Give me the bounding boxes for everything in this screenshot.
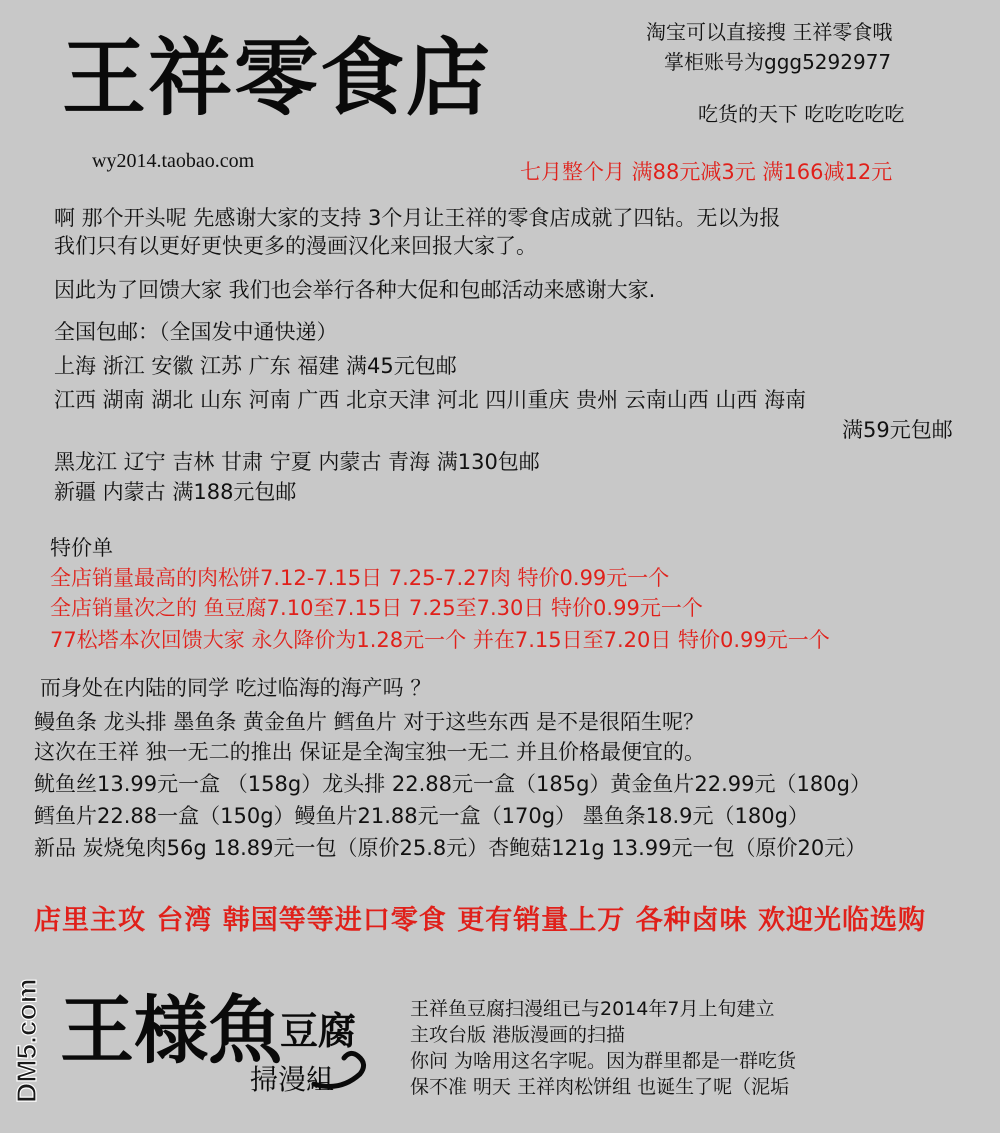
account-note: 掌柜账号为ggg5292977 [664, 50, 892, 74]
specials-heading: 特价单 [50, 536, 113, 560]
logo-sub-text: 掃漫組 [250, 1063, 335, 1096]
intro-line-2: 我们只有以更好更快更多的漫画汉化来回报大家了。 [54, 234, 537, 258]
shipping-line-4: 新疆 内蒙古 满188元包邮 [54, 480, 297, 504]
seafood-line-4: 鳕鱼片22.88一盒（150g）鳗鱼片21.88元一盒（170g） 墨鱼条18.9元（180g） [34, 804, 809, 828]
promo-text: 七月整个月 满88元减3元 满166减12元 [520, 160, 893, 184]
group-info-line-1: 王祥鱼豆腐扫漫组已与2014年7月上旬建立 [410, 998, 775, 1020]
shipping-line-3: 黑龙江 辽宁 吉林 甘肃 宁夏 内蒙古 青海 满130包邮 [54, 450, 540, 474]
shipping-line-2: 江西 湖南 湖北 山东 河南 广西 北京天津 河北 四川重庆 贵州 云南山西 山西 海南 [54, 388, 807, 412]
scanlation-logo [60, 988, 370, 1102]
seafood-line-5: 新品 炭烧兔肉56g 18.89元一包（原价25.8元）杏鲍菇121g 13.99元一包（原价20元） [34, 836, 867, 860]
group-info-line-2: 主攻台版 港版漫画的扫描 [410, 1024, 626, 1046]
shipping-heading: 全国包邮：（全国发中通快递） [54, 320, 338, 344]
seafood-line-2: 这次在王祥 独一无二的推出 保证是全淘宝独一无二 并且价格最便宜的。 [34, 740, 706, 764]
dm5-watermark-text: DM5.com [11, 978, 42, 1103]
special-item-3: 77松塔本次回馈大家 永久降价为1.28元一个 并在7.15日至7.20日 特价0.99元一个 [50, 628, 830, 652]
seafood-line-3: 鱿鱼丝13.99元一盒 （158g）龙头排 22.88元一盒（185g）黄金鱼片22.99元（180g） [34, 772, 871, 796]
intro-line-1: 啊 那个开头呢 先感谢大家的支持 3个月让王祥的零食店成就了四钻。无以为报 [54, 206, 781, 230]
group-info-line-3: 你问 为啥用这名字呢。因为群里都是一群吃货 [410, 1050, 797, 1072]
shipping-line-2-cont: 满59元包邮 [842, 418, 953, 442]
taobao-search-note: 淘宝可以直接搜 王祥零食哦 [646, 20, 893, 44]
shipping-line-1: 上海 浙江 安徽 江苏 广东 福建 满45元包邮 [54, 354, 457, 378]
shop-url: wy2014.taobao.com [92, 150, 255, 172]
seafood-question: 而身处在内陆的同学 吃过临海的海产吗 ？ [40, 676, 432, 700]
shop-title: 王祥零食店 [62, 28, 493, 127]
group-info-line-4: 保不准 明天 王祥肉松饼组 也诞生了呢（泥垢 [410, 1076, 790, 1098]
dm5-watermark-graphic [6, 978, 50, 1108]
logo-main-text: 王様魚 [60, 988, 282, 1074]
import-banner: 店里主攻 台湾 韩国等等进口零食 更有销量上万 各种卤味 欢迎光临选购 [34, 905, 926, 936]
intro-line-3: 因此为了回馈大家 我们也会举行各种大促和包邮活动来感谢大家. [54, 278, 656, 302]
slogan: 吃货的天下 吃吃吃吃吃 [698, 102, 905, 126]
fish-tail-icon [310, 1044, 370, 1094]
special-item-2: 全店销量次之的 鱼豆腐7.10至7.15日 7.25至7.30日 特价0.99元一个 [50, 596, 703, 620]
special-item-1: 全店销量最高的肉松饼7.12-7.15日 7.25-7.27肉 特价0.99元一个 [50, 566, 670, 590]
dm5-watermark [6, 978, 50, 1108]
seafood-line-1: 鳗鱼条 龙头排 墨鱼条 黄金鱼片 鳕鱼片 对于这些东西 是不是很陌生呢？ [34, 710, 705, 734]
logo-small-text: 豆腐 [280, 1008, 357, 1053]
